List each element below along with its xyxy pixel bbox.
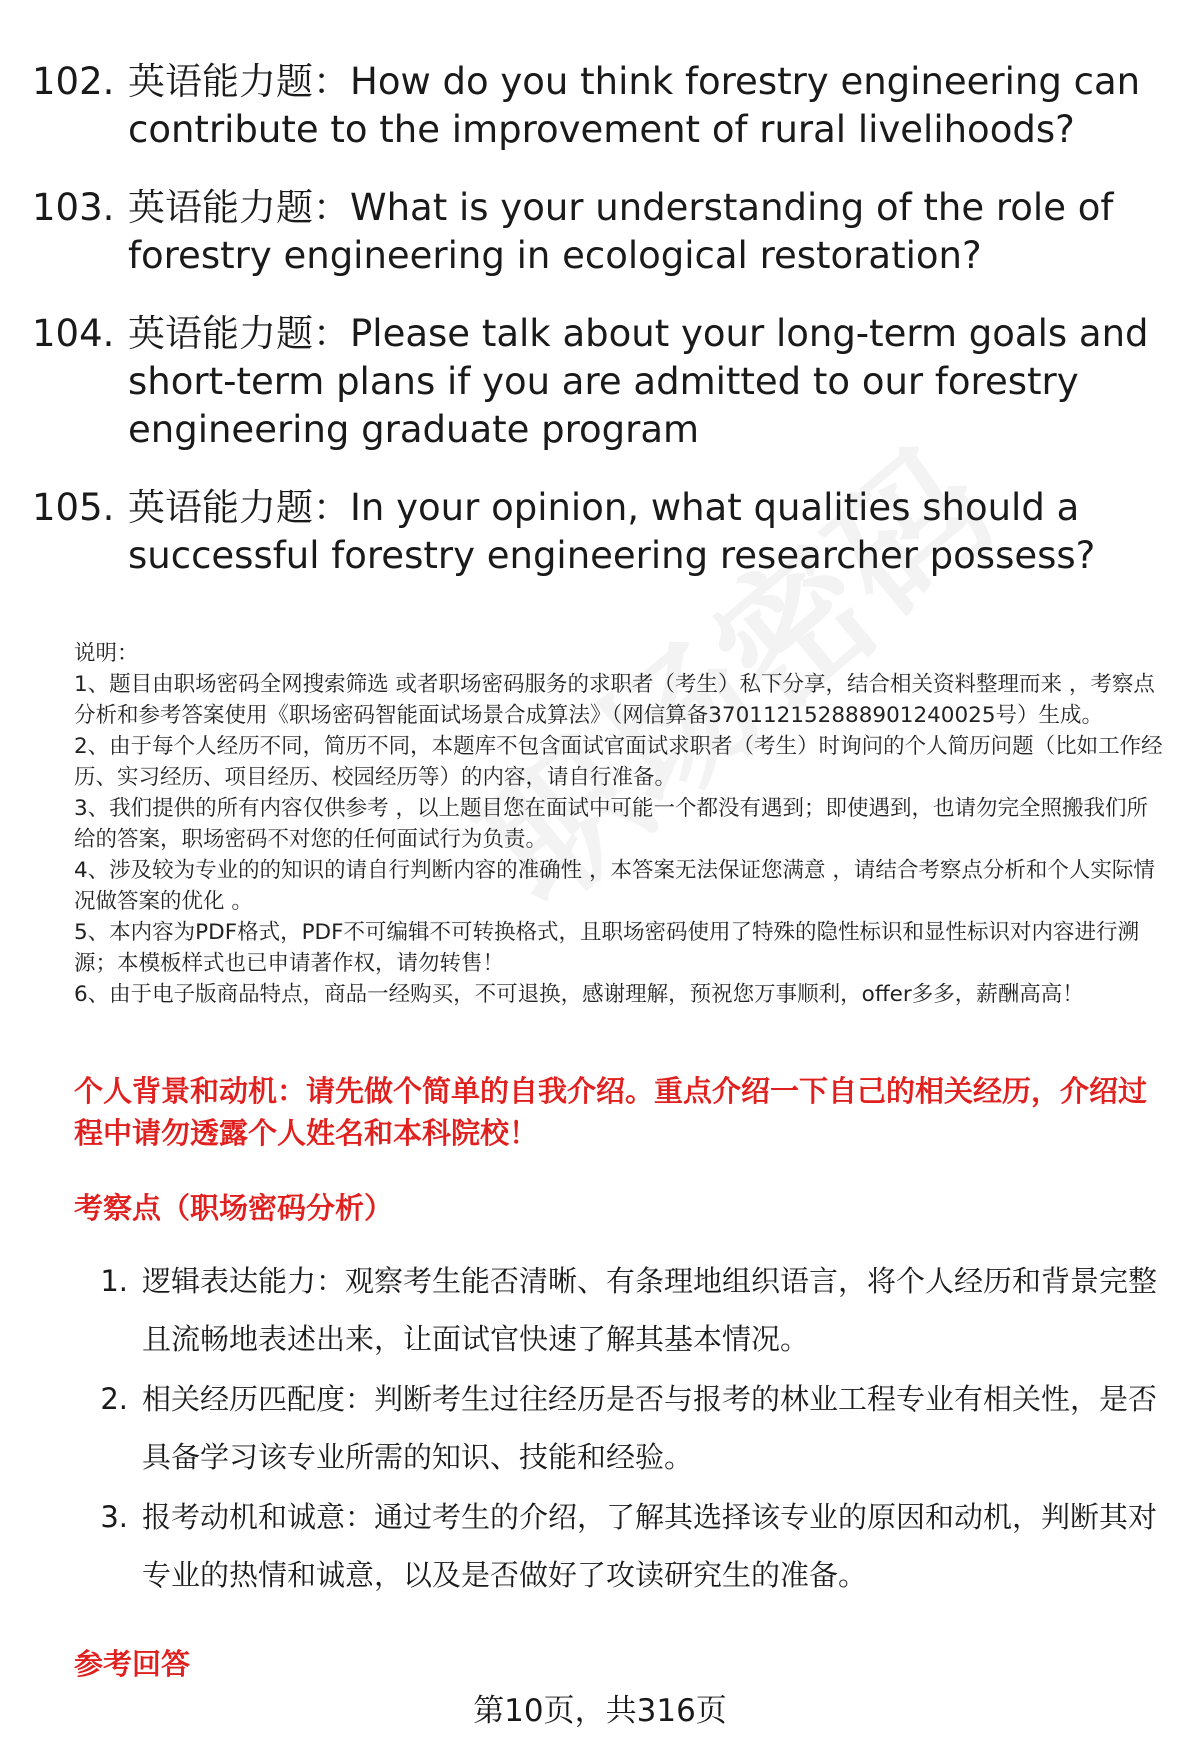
- key-points-heading: 考察点（职场密码分析）: [74, 1191, 394, 1225]
- notes-section: [74, 638, 1164, 1010]
- question-item: [32, 58, 1172, 154]
- note-item: 6、由于电子版商品特点，商品一经购买，不可退换，感谢理解，预祝您万事顺利，offer多多，薪酬高高！: [74, 982, 1084, 1007]
- reference-answer-heading: 参考回答: [74, 1647, 191, 1681]
- question-list: [32, 58, 1172, 610]
- note-item: 3、我们提供的所有内容仅供参考 ，以上题目您在面试中可能一个都没有遇到；即使遇到，也请勿完全照搬我们所给的答案，职场密码不对您的任何面试行为负责。: [74, 796, 1149, 852]
- question-number: 104.: [32, 312, 115, 355]
- page-number: 第10页，共316页: [473, 1693, 727, 1729]
- question-text: 英语能力题：What is your understanding of the role of forestry engineering in ecological restoration?: [128, 186, 1114, 277]
- question-text: 英语能力题：Please talk about your long-term goals and short-term plans if you are admitted to our forestry engineering graduate program: [128, 312, 1149, 451]
- key-point-item: [74, 1252, 1164, 1368]
- question-text: 英语能力题：How do you think forestry engineering can contribute to the improvement of rural livelihoods?: [128, 60, 1141, 151]
- key-point-item: [74, 1488, 1164, 1604]
- note-item: 2、由于每个人经历不同，简历不同，本题库不包含面试官面试求职者（考生）时询问的个人简历问题（比如工作经历、实习经历、项目经历、校园经历等）的内容，请自行准备。: [74, 734, 1163, 790]
- notes-title: 说明：: [74, 641, 139, 666]
- background-question-heading: 个人背景和动机：请先做个简单的自我介绍。重点介绍一下自己的相关经历，介绍过程中请勿透露个人姓名和本科院校！: [74, 1074, 1148, 1150]
- question-item: [32, 484, 1172, 580]
- key-point-number: 2.: [100, 1382, 128, 1416]
- key-point-item: [74, 1370, 1164, 1486]
- question-item: [32, 310, 1172, 454]
- key-point-text: 报考动机和诚意：通过考生的介绍，了解其选择该专业的原因和动机，判断其对专业的热情和诚意，以及是否做好了攻读研究生的准备。: [142, 1500, 1158, 1592]
- key-point-text: 逻辑表达能力：观察考生能否清晰、有条理地组织语言，将个人经历和背景完整且流畅地表述出来，让面试官快速了解其基本情况。: [142, 1264, 1158, 1356]
- key-point-text: 相关经历匹配度：判断考生过往经历是否与报考的林业工程专业有相关性，是否具备学习该专业所需的知识、技能和经验。: [142, 1382, 1158, 1474]
- question-text: 英语能力题：In your opinion, what qualities should a successful forestry engineering researcher possess?: [128, 486, 1096, 577]
- note-item: 5、本内容为PDF格式，PDF不可编辑不可转换格式，且职场密码使用了特殊的隐性标识和显性标识对内容进行溯源；本模板样式也已申请著作权，请勿转售！: [74, 920, 1139, 976]
- question-item: [32, 184, 1172, 280]
- note-item: 4、涉及较为专业的的知识的请自行判断内容的准确性 ，本答案无法保证您满意 ，请结合考察点分析和个人实际情况做答案的优化 。: [74, 858, 1155, 914]
- key-point-number: 1.: [100, 1264, 128, 1298]
- note-item: 1、题目由职场密码全网搜索筛选 或者职场密码服务的求职者（考生）私下分享，结合相关资料整理而来 ，考察点分析和参考答案使用《职场密码智能面试场景合成算法》（网信算备370112152888901240025号）生成。: [74, 672, 1155, 728]
- question-number: 103.: [32, 186, 115, 229]
- question-number: 102.: [32, 60, 115, 103]
- key-point-number: 3.: [100, 1500, 128, 1534]
- question-number: 105.: [32, 486, 115, 529]
- key-points-list: [74, 1252, 1164, 1606]
